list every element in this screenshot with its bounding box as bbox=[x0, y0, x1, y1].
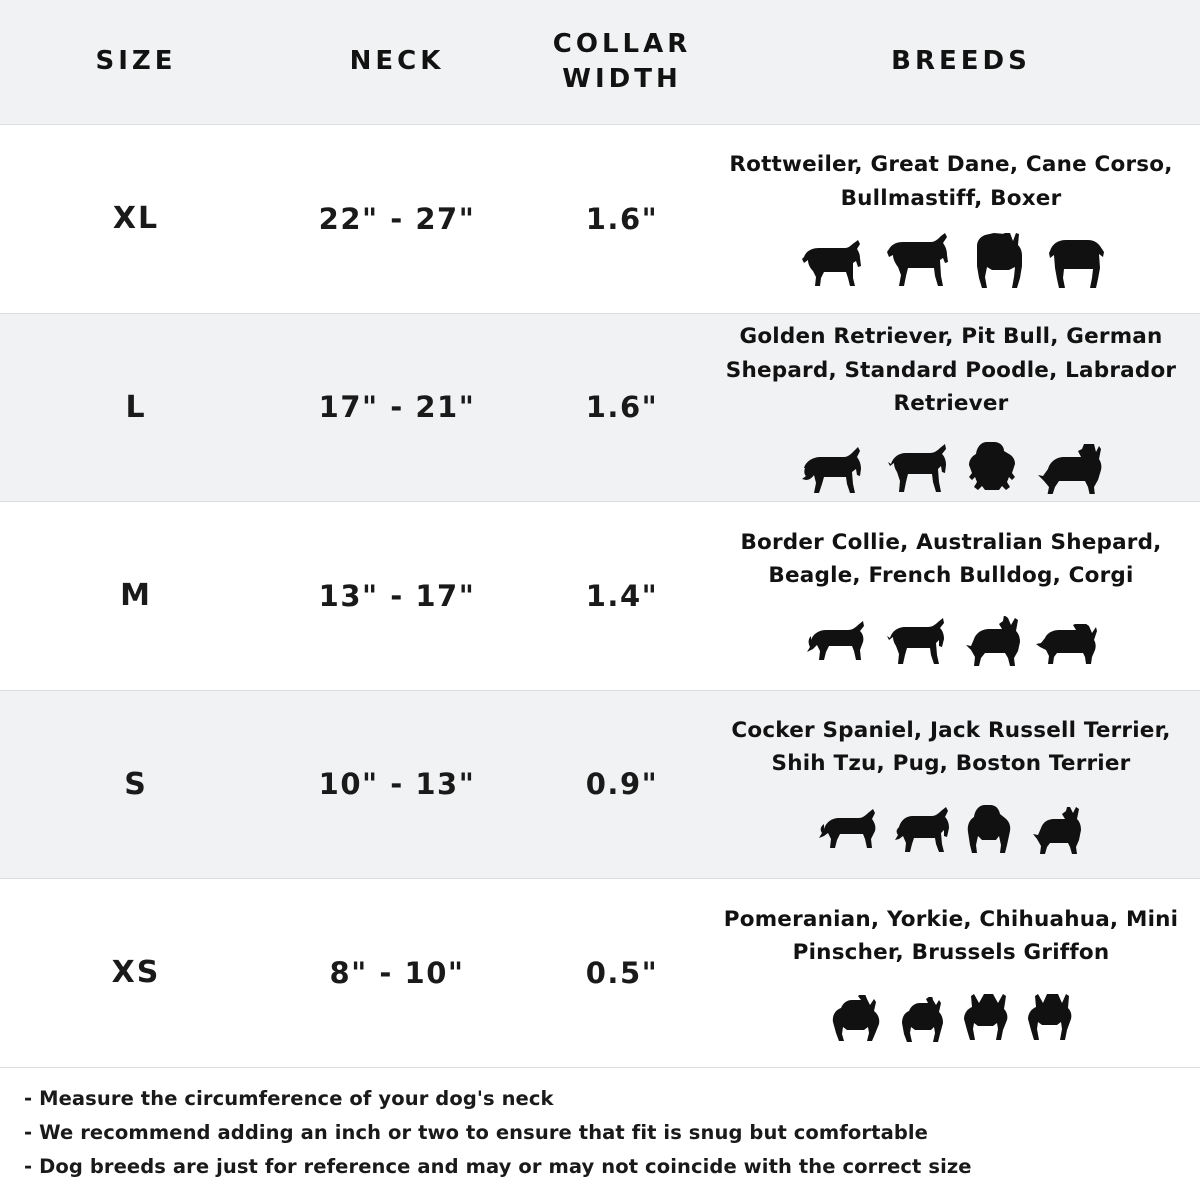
poodle-silhouette bbox=[964, 440, 1020, 494]
footnote-1: - Measure the circumference of your dog's neck bbox=[24, 1086, 554, 1110]
french-bulldog-silhouette bbox=[963, 616, 1021, 666]
cell-neck: 13" - 17" bbox=[318, 578, 476, 613]
rottweiler-silhouette bbox=[798, 237, 870, 289]
cell-breeds bbox=[722, 320, 1200, 494]
german-shepherd-silhouette bbox=[1034, 442, 1102, 494]
table-row bbox=[0, 878, 1200, 1067]
cell-breeds bbox=[722, 714, 1200, 855]
border-collie-silhouette bbox=[805, 620, 871, 666]
table-row bbox=[0, 313, 1200, 502]
pit-bull-silhouette bbox=[884, 444, 950, 494]
cell-collar-width: 0.9" bbox=[585, 767, 659, 802]
footnotes bbox=[0, 1067, 1200, 1200]
header-collar-width bbox=[522, 27, 722, 97]
cell-size: XL bbox=[112, 201, 160, 237]
cell-neck: 17" - 21" bbox=[318, 390, 476, 425]
header-collar-width-line2: WIDTH bbox=[562, 64, 682, 94]
cell-size: M bbox=[120, 578, 152, 614]
mini-pinscher-silhouette bbox=[1025, 993, 1075, 1043]
breeds-text: Pomeranian, Yorkie, Chihuahua, Mini Pinscher, Brussels Griffon bbox=[723, 906, 1179, 965]
header-size: SIZE bbox=[95, 46, 177, 77]
bullmastiff-silhouette bbox=[1042, 233, 1104, 289]
cell-size: XS bbox=[111, 955, 161, 991]
breed-silhouettes bbox=[800, 428, 1102, 494]
cell-breeds bbox=[722, 526, 1200, 667]
beagle-silhouette bbox=[885, 618, 949, 666]
cell-neck: 8" - 10" bbox=[329, 955, 465, 990]
cell-breeds bbox=[722, 148, 1200, 289]
header-neck: NECK bbox=[349, 46, 445, 77]
shih-tzu-silhouette bbox=[964, 803, 1016, 855]
pug-silhouette bbox=[1030, 805, 1084, 855]
cane-corso-silhouette bbox=[970, 231, 1028, 289]
cell-collar-width: 1.6" bbox=[585, 390, 659, 425]
cell-size: L bbox=[125, 389, 147, 425]
corgi-silhouette bbox=[1035, 624, 1097, 666]
cocker-spaniel-silhouette bbox=[818, 809, 878, 855]
cell-breeds bbox=[722, 903, 1200, 1044]
header-collar-width-line1: COLLAR bbox=[552, 28, 692, 59]
breed-silhouettes bbox=[827, 977, 1075, 1043]
breed-silhouettes bbox=[818, 789, 1084, 855]
table-row bbox=[0, 124, 1200, 313]
pomeranian-silhouette bbox=[827, 995, 883, 1043]
breeds-text: Cocker Spaniel, Jack Russell Terrier, Shih Tzu, Pug, Boston Terrier bbox=[731, 718, 1171, 777]
chihuahua-silhouette bbox=[961, 993, 1011, 1043]
breeds-text: Rottweiler, Great Dane, Cane Corso, Bullmastiff, Boxer bbox=[729, 152, 1173, 211]
cell-neck: 22" - 27" bbox=[318, 201, 476, 236]
cell-collar-width: 1.6" bbox=[585, 201, 659, 236]
table-row bbox=[0, 690, 1200, 879]
cell-neck: 10" - 13" bbox=[318, 767, 476, 802]
breed-silhouettes bbox=[805, 600, 1097, 666]
cell-size: S bbox=[124, 766, 148, 802]
jack-russell-silhouette bbox=[892, 807, 950, 855]
footnote-3: - Dog breeds are just for reference and may or may not coincide with the correct size bbox=[24, 1154, 972, 1178]
table-row bbox=[0, 501, 1200, 690]
header-breeds: BREEDS bbox=[891, 46, 1031, 77]
breeds-text: Border Collie, Australian Shepard, Beagle, French Bulldog, Corgi bbox=[740, 529, 1162, 588]
yorkie-silhouette bbox=[897, 997, 947, 1043]
cell-collar-width: 0.5" bbox=[585, 955, 659, 990]
great-dane-silhouette bbox=[884, 233, 956, 289]
cell-collar-width: 1.4" bbox=[585, 578, 659, 613]
breeds-text: Golden Retriever, Pit Bull, German Shepard, Standard Poodle, Labrador Retriever bbox=[725, 324, 1177, 416]
table-header-row bbox=[0, 0, 1200, 124]
footnote-2: - We recommend adding an inch or two to ensure that fit is snug but comfortable bbox=[24, 1120, 928, 1144]
breed-silhouettes bbox=[798, 223, 1104, 289]
golden-retriever-silhouette bbox=[800, 446, 870, 494]
